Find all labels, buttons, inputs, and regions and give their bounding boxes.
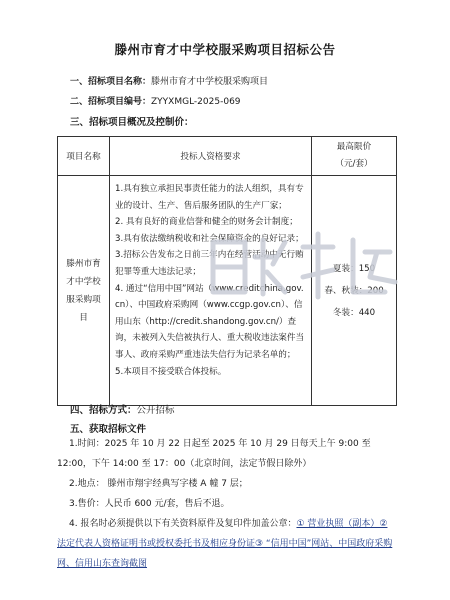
cell-requirements [110,176,312,406]
price-winter: 冬装：440 [332,307,376,318]
header-price [312,137,397,176]
bidding-method-line [70,402,175,416]
procurement-price: 3.售价：人民币 600 元/套，售后不退。 [69,499,230,509]
header-price-line2: （元/套） [335,159,373,169]
bidding-method-label: 四、招标方式： [70,405,137,416]
price-spring-autumn: 春、秋装：200 [324,285,384,296]
table-row [58,176,397,406]
procurement-time: 1.时间：2025 年 10 月 22 日起至 2025 年 10 月 29 日每天上午 9:00 至 12:00，下午 14:00 至 17：00（北京时间，法定节假日除外） [57,439,371,469]
requirement-item: 2. 具有良好的商业信誉和健全的财务会计制度； [115,217,298,228]
requirement-item: 1.具有独立承担民事责任能力的法人组织，具有专业的设计、生产、售后服务团队的生产厂家； [115,184,304,211]
documents-list: ① 营业执照（副本）② 法定代表人资格证明书或授权委托书及相应身份证③ “信用中国”网站、中国政府采购网、信用山东查询截图 [57,519,393,569]
table-header-row [58,137,397,176]
page-title: 滕州市育才中学校服采购项目招标公告 [114,42,336,57]
requirements-table [57,136,397,406]
requirement-item: 4. 通过“信用中国”网站（www.creditchina.gov.cn）、中国政府采购网（www.ccgp.gov.cn）、信用山东（http://credit.shandong.gov.cn/）查询，未被列入失信被执行人、重大税收违法案件当事人、政府采购严重违法失信行为记录名单的； [115,283,305,360]
get-documents-heading: 五、获取招标文件 [70,424,147,435]
project-number-value: ZYYXMGL-2025-069 [151,97,241,107]
bidding-method-value: 公开招标 [136,405,175,416]
requirement-item: 5.本项目不接受联合体投标。 [115,366,227,377]
header-project-name: 项目名称 [58,137,110,176]
overview-heading: 三、招标项目概况及控制价： [70,117,194,128]
documents-lead: 4. 报名时必须提供以下有关资料原件及复印件加盖公章： [69,519,297,529]
cell-project-name: 滕州市育才中学校服采购项目 [58,176,110,406]
requirement-item: 3.招标公告发布之日前三年内在经营活动中无行贿犯罪等重大违法记录； [115,250,304,277]
project-name-value: 滕州市育才中学校服采购项目 [151,77,269,87]
procurement-documents [57,514,397,574]
project-name-line [70,74,268,87]
header-requirements: 投标人资格要求 [110,137,312,176]
cell-prices [312,176,397,406]
project-name-label: 一、招标项目名称： [70,77,152,87]
header-price-line1: 最高限价 [336,142,372,152]
procurement-location: 2.地点： 滕州市翔宇经典写字楼 A 幢 7 层； [69,479,248,489]
project-number-line [70,94,241,107]
project-number-label: 二、招标项目编号： [70,97,152,107]
requirement-item: 3.具有依法缴纳税收和社会保障资金的良好记录； [115,233,304,244]
price-summer: 夏装：150 [332,263,376,274]
